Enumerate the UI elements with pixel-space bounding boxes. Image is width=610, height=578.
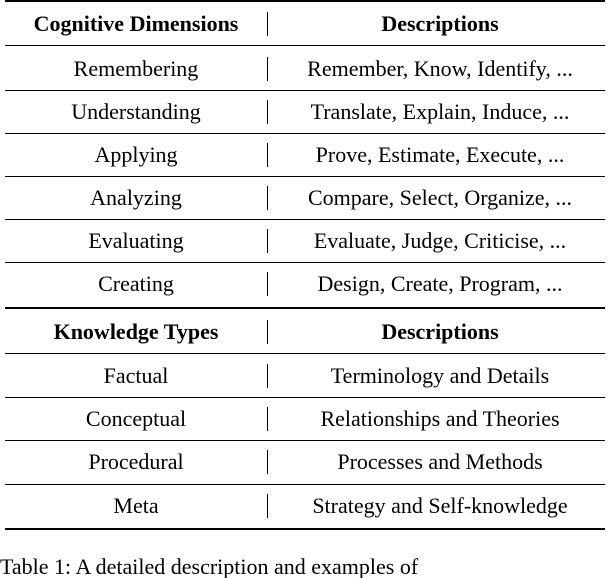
knowledge-type-cell: Meta bbox=[113, 493, 159, 518]
description-cell: Remember, Know, Identify, ... bbox=[307, 56, 573, 81]
table-row bbox=[5, 47, 605, 90]
description-cell: Relationships and Theories bbox=[320, 406, 560, 431]
knowledge-type-cell: Factual bbox=[103, 363, 169, 388]
table-caption: Table 1: A detailed description and examples of bbox=[0, 556, 419, 578]
column-separator bbox=[267, 320, 272, 344]
cognitive-dimensions-heading: Cognitive Dimensions bbox=[33, 11, 239, 36]
section-divider-rule bbox=[5, 307, 605, 309]
table-row bbox=[5, 133, 605, 176]
column-separator bbox=[267, 143, 272, 167]
table-row bbox=[5, 90, 605, 133]
description-cell: Compare, Select, Organize, ... bbox=[307, 185, 573, 210]
table-row bbox=[5, 176, 605, 219]
description-cell: Terminology and Details bbox=[330, 363, 550, 388]
cognitive-dimension-cell: Analyzing bbox=[90, 185, 182, 210]
cognitive-dimension-cell: Remembering bbox=[73, 56, 199, 81]
cognitive-dimension-cell: Evaluating bbox=[88, 228, 184, 253]
cognitive-dimension-cell: Applying bbox=[94, 142, 178, 167]
cognitive-header-row bbox=[5, 2, 605, 45]
descriptions-heading: Descriptions bbox=[381, 319, 499, 344]
description-cell: Strategy and Self-knowledge bbox=[312, 493, 568, 518]
table-row bbox=[5, 484, 605, 527]
description-cell: Prove, Estimate, Execute, ... bbox=[315, 142, 565, 167]
table-row bbox=[5, 219, 605, 262]
column-separator bbox=[267, 407, 272, 431]
knowledge-types-heading: Knowledge Types bbox=[53, 319, 219, 344]
cognitive-dimension-cell: Creating bbox=[98, 271, 174, 296]
knowledge-header-row bbox=[5, 310, 605, 353]
knowledge-type-cell: Conceptual bbox=[85, 406, 187, 431]
column-separator bbox=[267, 186, 272, 210]
table-row bbox=[5, 397, 605, 440]
column-separator bbox=[267, 494, 272, 518]
header-rule bbox=[5, 45, 605, 46]
table-bottom-rule bbox=[5, 528, 605, 530]
description-cell: Evaluate, Judge, Criticise, ... bbox=[313, 228, 567, 253]
column-separator bbox=[267, 450, 272, 474]
knowledge-type-cell: Procedural bbox=[88, 449, 184, 474]
cognitive-dimension-cell: Understanding bbox=[71, 99, 201, 124]
table-row bbox=[5, 440, 605, 483]
table-row bbox=[5, 354, 605, 397]
descriptions-heading: Descriptions bbox=[381, 11, 499, 36]
column-separator bbox=[267, 229, 272, 253]
table-row bbox=[5, 262, 605, 305]
column-separator bbox=[267, 57, 272, 81]
description-cell: Design, Create, Program, ... bbox=[317, 271, 563, 296]
column-separator bbox=[267, 12, 272, 36]
description-cell: Processes and Methods bbox=[337, 449, 543, 474]
column-separator bbox=[267, 100, 272, 124]
column-separator bbox=[267, 364, 272, 388]
description-cell: Translate, Explain, Induce, ... bbox=[310, 99, 570, 124]
column-separator bbox=[267, 272, 272, 296]
